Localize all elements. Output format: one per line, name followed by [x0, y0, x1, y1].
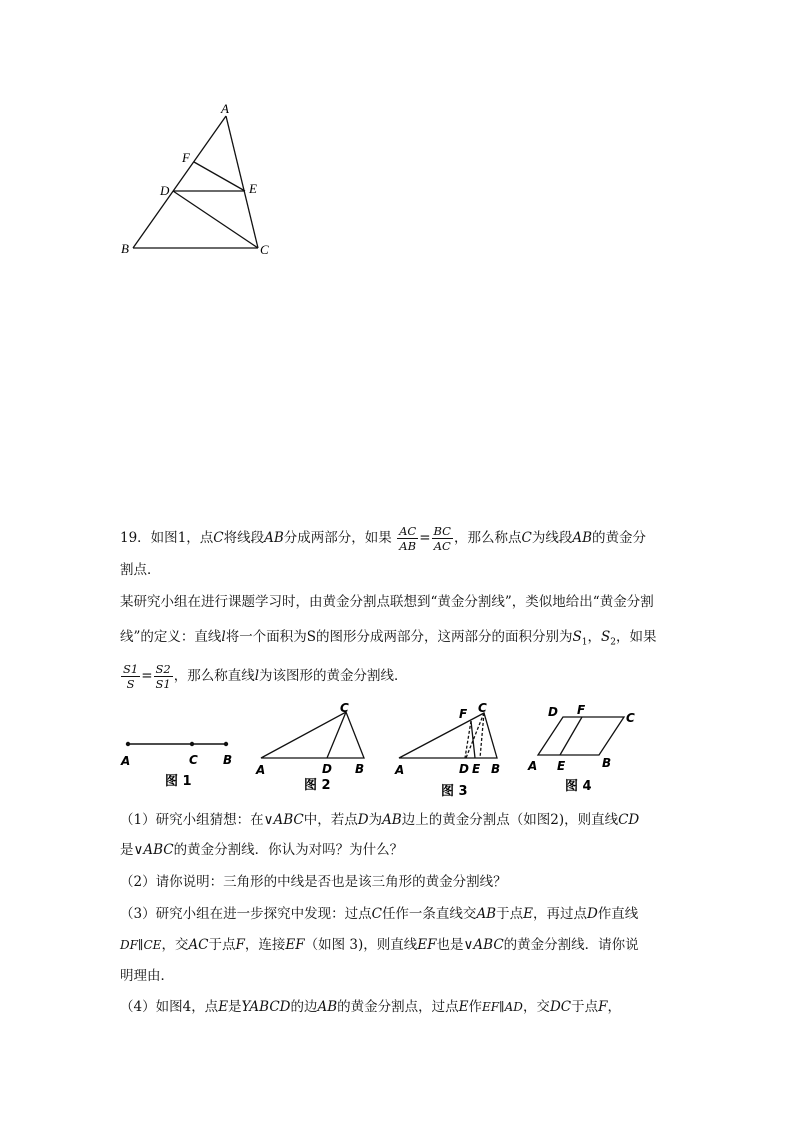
part-text: 的黄金分割点，过点	[337, 999, 459, 1015]
frac-den: S	[126, 677, 135, 691]
part-text: 是	[228, 999, 242, 1015]
q19-text: 将线段	[223, 530, 265, 546]
q19-text: ，那么称点	[453, 530, 522, 546]
part-4-line1	[120, 998, 621, 1016]
triangle-abc: ∨ABC	[263, 812, 304, 828]
part-3-line1	[120, 905, 638, 923]
figure-2	[261, 712, 364, 758]
frac-num: AC	[399, 524, 417, 538]
line-l: l	[254, 668, 260, 684]
q19-segment-ab: AB	[572, 530, 592, 546]
label-c: C	[340, 701, 349, 715]
subscript: 2	[610, 637, 616, 648]
figure-1-caption: 图 1	[165, 774, 192, 789]
label-b: B	[121, 241, 129, 256]
part-text: 作	[468, 999, 483, 1015]
figure-2-caption: 图 2	[304, 778, 331, 793]
q19-point-c: C	[213, 530, 224, 546]
figure-4	[538, 717, 624, 755]
part-text: ，再过点	[532, 906, 587, 922]
part-text: 也是	[436, 937, 464, 953]
part-3-line3: 明理由．	[120, 968, 174, 984]
label-f: F	[577, 703, 586, 717]
line-ef: EF	[417, 937, 437, 953]
label-c: C	[260, 242, 269, 257]
q19-text: 的黄金分	[592, 530, 646, 546]
figure-1	[120, 742, 232, 789]
frac-den: AC	[433, 539, 451, 553]
line-l: l	[221, 629, 226, 645]
part-text: ，交	[161, 937, 189, 953]
frac-num: BC	[433, 524, 451, 538]
part-text: （如图 3)，则直线	[304, 937, 418, 953]
part-text: 中，若点	[303, 812, 358, 828]
part-text: （4）如图	[120, 999, 183, 1015]
q19-text: ，那么称直线	[173, 668, 255, 684]
label-d: D	[322, 762, 332, 776]
area-s2: S	[600, 629, 611, 645]
triangle-abc: ∨ABC	[463, 937, 504, 953]
part-text: 任作一条直线交	[381, 906, 477, 922]
q19-text: 分成两部分，如果	[283, 530, 392, 546]
point-b	[224, 742, 228, 746]
segment-ab: AB	[476, 906, 497, 922]
part-text: （3）研究小组在进一步探究中发现：过点	[120, 906, 372, 922]
q19-intro: 19．如图	[120, 530, 178, 546]
part-text: 于点	[571, 999, 599, 1015]
q19-text: 将一个面积为S的图形分成两部分，这两部分的面积分别为	[225, 629, 573, 645]
label-f: F	[459, 707, 468, 721]
label-c: C	[478, 701, 487, 715]
part-2: （2）请你说明：三角形的中线是否也是该三角形的黄金分割线？	[120, 874, 507, 890]
label-e: E	[472, 762, 481, 776]
segment-ac: AC	[188, 937, 209, 953]
point-e: E	[458, 999, 469, 1015]
label-c: C	[189, 753, 198, 767]
q19-text: 线”的定义：直线	[120, 629, 222, 645]
label-a: A	[395, 763, 405, 777]
parallelogram-abcd: YABCD	[241, 999, 291, 1015]
triangle-abc: ∨ABC	[133, 842, 174, 858]
q19-segment-ab: AB	[264, 530, 284, 546]
part-text: 作直线	[597, 906, 639, 922]
part-text: ，交	[522, 999, 550, 1015]
q19-text: ，点	[186, 530, 214, 546]
label-a: A	[121, 754, 131, 768]
parallel-df-ce: DF∥CE	[120, 938, 162, 952]
q19-text: ，如果	[615, 629, 657, 645]
subscript: 1	[581, 637, 588, 648]
part-text: 的黄金分割线．请你说	[503, 937, 639, 953]
q19-point-c: C	[521, 530, 532, 546]
frac-den: AB	[399, 539, 417, 553]
point-f: F	[598, 999, 608, 1015]
label-e: E	[557, 759, 566, 773]
label-d: D	[548, 705, 558, 719]
part-text: 为	[368, 812, 383, 828]
q19-line2: 割点．	[120, 562, 161, 578]
part-text: 于点	[496, 906, 524, 922]
line-cd: CD	[618, 812, 640, 828]
frac-den: S1	[155, 677, 171, 691]
q19-fig-num: 1	[177, 530, 187, 546]
label-d: D	[459, 762, 469, 776]
point-e: E	[218, 999, 229, 1015]
label-b: B	[355, 762, 365, 776]
point-e: E	[523, 906, 533, 922]
label-f: F	[182, 150, 190, 165]
part-text: 的边	[290, 999, 318, 1015]
segment-ab: AB	[317, 999, 338, 1015]
point-d: D	[357, 812, 369, 828]
q19-text: ，	[587, 629, 601, 645]
label-d: D	[160, 183, 170, 198]
part-text: 的黄金分割线．你认为对吗？为什么？	[173, 842, 404, 858]
part-text: 是	[120, 842, 134, 858]
point-a	[126, 742, 130, 746]
part-text: （1）研究小组猜想：在	[120, 812, 264, 828]
label-a: A	[528, 759, 538, 773]
label-c: C	[626, 711, 635, 725]
part-text: 于点	[208, 937, 236, 953]
label-b: B	[223, 753, 233, 767]
label-a: A	[221, 101, 229, 116]
segment-ab: AB	[382, 812, 402, 828]
parallel-ef-ad: EF∥AD	[482, 1000, 523, 1014]
part-text: ，连接	[244, 937, 286, 953]
point-d: D	[586, 906, 598, 922]
label-b: B	[602, 756, 612, 770]
label-e: E	[249, 181, 257, 196]
equals-sign: =	[141, 668, 153, 684]
figure-3-caption: 图 3	[441, 784, 468, 799]
point-f: F	[235, 937, 245, 953]
part-1-line1	[120, 811, 639, 829]
q19-text: 为该图形的黄金分割线．	[259, 668, 408, 684]
q19-text: 为线段	[531, 530, 573, 546]
label-a: A	[256, 763, 266, 777]
figure-number: 4	[182, 999, 192, 1015]
part-text: ，点	[191, 999, 219, 1015]
frac-num: S2	[155, 662, 171, 676]
equals-sign: =	[419, 530, 431, 546]
part-1-line2	[120, 841, 403, 859]
frac-num: S1	[123, 662, 139, 676]
point-c: C	[371, 906, 382, 922]
figure-4-caption: 图 4	[565, 779, 592, 794]
part-text: 边上的黄金分割点（如图2)，则直线	[401, 812, 619, 828]
part-text: ，	[607, 999, 621, 1015]
label-b: B	[491, 762, 501, 776]
point-c	[190, 742, 194, 746]
part-3-line2	[120, 936, 639, 954]
figure-3	[399, 713, 497, 758]
segment-dc: DC	[549, 999, 572, 1015]
segment-ef: EF	[285, 937, 305, 953]
q19-line3: 某研究小组在进行课题学习时，由黄金分割点联想到“黄金分割线”，类似地给出“黄金分割	[120, 594, 654, 610]
area-s1: S	[572, 629, 582, 645]
